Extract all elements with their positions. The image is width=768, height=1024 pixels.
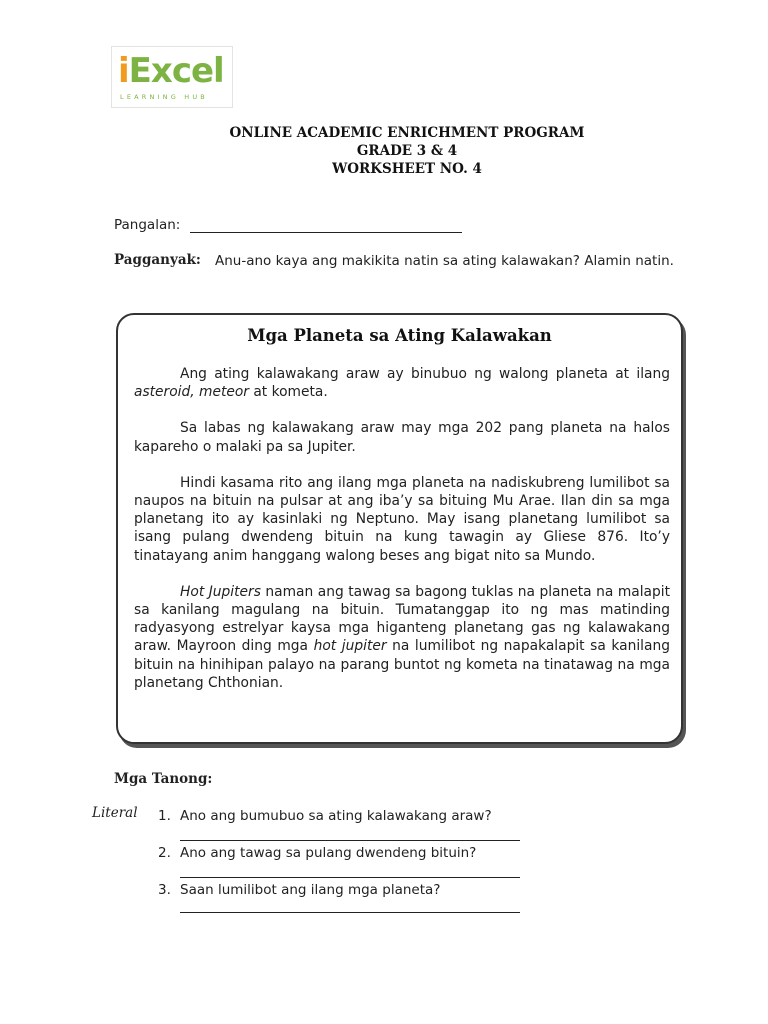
- question-text: Ano ang tawag sa pulang dwendeng bituin?: [180, 845, 477, 861]
- motivation-label: Pagganyak:: [114, 252, 201, 268]
- paragraph-2: Sa labas ng kalawakang araw may mga 202 pang planeta na halos kapareho o malaki pa sa Jupiter.: [134, 420, 670, 455]
- name-label: Pangalan:: [114, 217, 181, 233]
- p1-italic: asteroid, meteor: [134, 384, 249, 401]
- worksheet-header: [0, 124, 768, 178]
- question-text: Ano ang bumubuo sa ating kalawakang araw?: [180, 808, 492, 824]
- logo-tagline: LEARNING HUB: [120, 93, 208, 101]
- reading-body: [134, 365, 670, 710]
- reading-passage-box: [116, 313, 683, 744]
- reading-title: Mga Planeta sa Ating Kalawakan: [247, 326, 552, 345]
- question-item: [158, 845, 476, 861]
- logo-wordmark: [118, 51, 224, 91]
- p4-italic-2: hot jupiter: [313, 638, 387, 655]
- answer-line[interactable]: [180, 840, 520, 841]
- grade-title: GRADE 3 & 4: [356, 143, 458, 159]
- answer-line[interactable]: [180, 877, 520, 878]
- question-number: 1.: [158, 808, 171, 824]
- question-text: Saan lumilibot ang ilang mga planeta?: [180, 882, 441, 898]
- logo-prefix: i: [118, 51, 129, 91]
- iexcel-logo: [111, 46, 233, 108]
- p4-text-b: na lumilibot ng napakalapit sa kanilang bituin na hinihipan palayo na parang buntot ng kometa na tinatawag na mga planetang Chthonian.: [134, 638, 670, 691]
- p4-text-a: naman ang tawag sa bagong tuklas na planeta na malapit sa kanilang magulang na bituin. Tumatanggap ito ng mas matinding radyasyong estrelyar kaysa mga higanteng planetang gas ng kalawakang araw. Mayroon ding mga: [134, 583, 670, 655]
- p1-text-b: at kometa.: [248, 384, 328, 401]
- logo-rest: Excel: [128, 51, 224, 91]
- question-category-literal: Literal: [92, 805, 138, 821]
- paragraph-3: Hindi kasama rito ang ilang mga planeta na nadiskubreng lumilibot sa naupos na bituin na pulsar at ang iba’y sa bituing Mu Arae. Ilan din sa mga planetang ito ay kasinlaki ng Neptuno. May isang planetang lumilibot sa isang pulang dwendeng bituin na kung tawagin ay Gliese 876. Ito’y tinatayang anim hanggang walong beses ang bigat nito sa Mundo.: [134, 474, 670, 564]
- answer-line[interactable]: [180, 912, 520, 913]
- p1-text-a: Ang ating kalawakang araw ay binubuo ng walong planeta at ilang: [180, 366, 670, 382]
- question-number: 3.: [158, 882, 171, 898]
- program-title: ONLINE ACADEMIC ENRICHMENT PROGRAM: [229, 125, 585, 141]
- name-field-row: [114, 217, 462, 233]
- questions-heading: Mga Tanong:: [114, 771, 213, 787]
- paragraph-4: [134, 583, 670, 692]
- motivation-text: Anu-ano kaya ang makikita natin sa ating kalawakan? Alamin natin.: [215, 253, 674, 269]
- question-number: 2.: [158, 845, 171, 861]
- worksheet-number: WORKSHEET NO. 4: [332, 161, 482, 177]
- name-input-line[interactable]: [190, 218, 462, 233]
- paragraph-1: [134, 365, 670, 401]
- p4-italic-1: Hot Jupiters: [180, 583, 261, 600]
- question-item: [158, 882, 440, 898]
- question-item: [158, 808, 492, 824]
